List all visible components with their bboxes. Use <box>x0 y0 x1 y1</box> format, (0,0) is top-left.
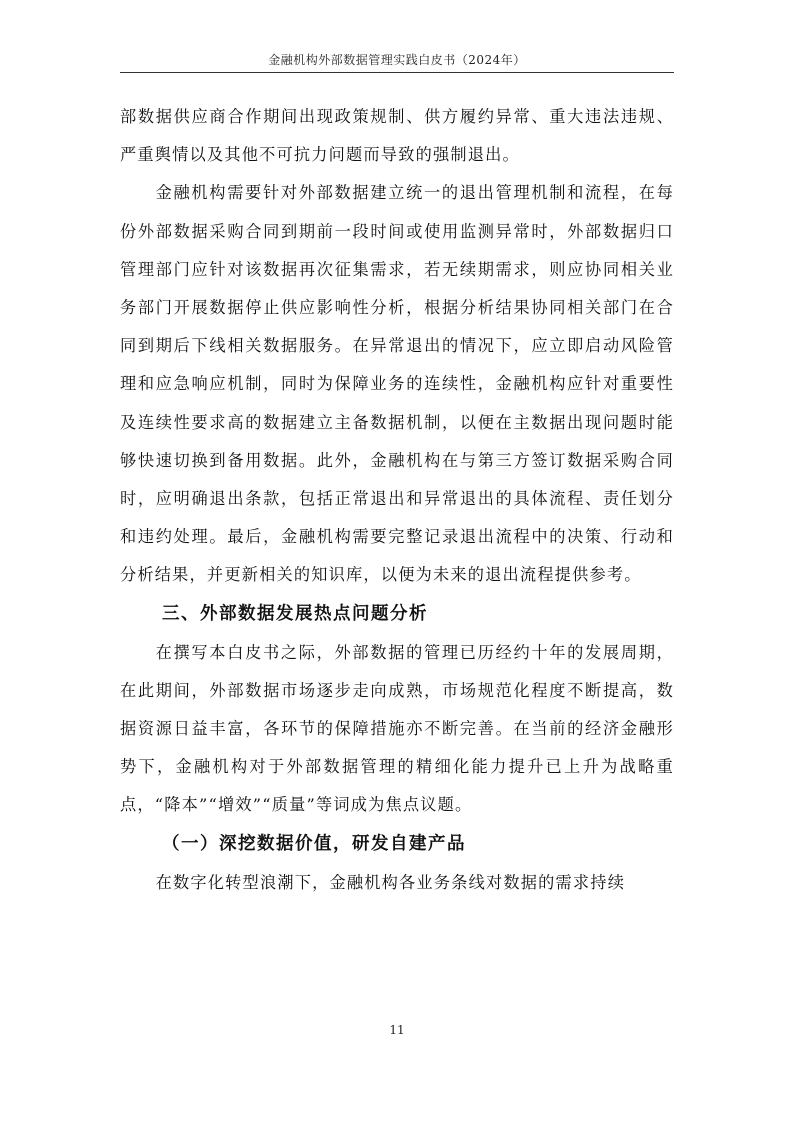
section-heading: 三、外部数据发展热点问题分析 <box>162 603 428 624</box>
subsection-heading: （一）深挖数据价值，研发自建产品 <box>162 833 466 854</box>
paragraph-digital-transformation: 在数字化转型浪潮下，金融机构各业务条线对数据的需求持续 <box>155 872 626 892</box>
paragraph-hot-topics: 在撰写本白皮书之际，外部数据的管理已历经约十年的发展周期，在此期间，外部数据市场逐步走向成熟，市场规范化程度不断提高，数据资源日益丰富，各环节的保障措施亦不断完善。在当前的经济金融形势下，金融机构对于外部数据管理的精细化能力提升已上升为战略重点，“降本”“增效”“质量”等词成为焦点议题。 <box>120 642 674 815</box>
page-body <box>120 98 674 902</box>
paragraph-continued: 部数据供应商合作期间出现政策规制、供方履约异常、重大违法违规、严重舆情以及其他不可抗力问题而导致的强制退出。 <box>120 107 674 165</box>
header-divider <box>120 72 674 73</box>
paragraph-exit-management: 金融机构需要针对外部数据建立统一的退出管理机制和流程，在每份外部数据采购合同到期前一段时间或使用监测异常时，外部数据归口管理部门应针对该数据再次征集需求，若无续期需求，则应协同相关业务部门开展数据停止供应影响性分析，根据分析结果协同相关部门在合同到期后下线相关数据服务。在异常退出的情况下，应立即启动风险管理和应急响应机制，同时为保障业务的连续性，金融机构应针对重要性及连续性要求高的数据建立主备数据机制，以便在主数据出现问题时能够快速切换到备用数据。此外，金融机构在与第三方签订数据采购合同时，应明确退出条款，包括正常退出和异常退出的具体流程、责任划分和违约处理。最后，金融机构需要完整记录退出流程中的决策、行动和分析结果，并更新相关的知识库，以便为未来的退出流程提供参考。 <box>120 183 674 585</box>
running-header-title: 金融机构外部数据管理实践白皮书（2024年） <box>268 53 526 67</box>
page-number: 11 <box>389 1023 405 1037</box>
